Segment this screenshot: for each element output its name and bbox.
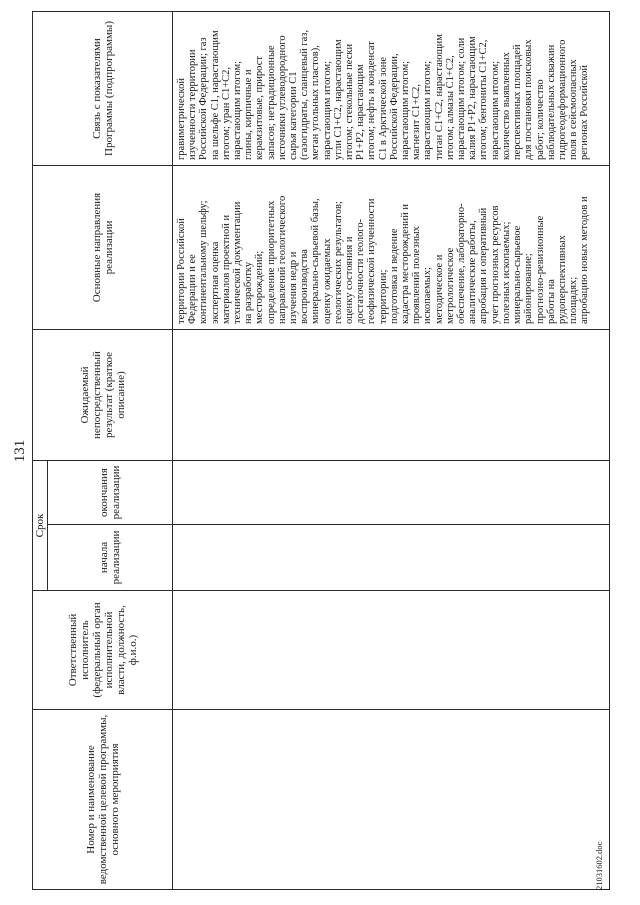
text-line: итогом; уран С1+С2, — [220, 66, 232, 160]
text-line: кадастра месторождений и — [400, 203, 412, 324]
text-line: С1 в Арктической зоне — [377, 56, 389, 160]
program-table — [32, 11, 610, 890]
text-line: угли С1+С2, нарастающим — [332, 39, 344, 160]
text-line: на шельфе С1, нарастающим — [209, 30, 221, 160]
cell-term-end — [173, 461, 610, 525]
text-line: магнезит С1+С2, — [411, 84, 423, 160]
text-line: метрологическое — [444, 247, 456, 324]
text-line: минерально-сырьевой базы, — [310, 198, 322, 324]
text-line: итогом; стекольные пески — [344, 43, 356, 160]
text-line: геофизической изученности — [366, 198, 378, 324]
text-line: изученности территории — [187, 49, 199, 160]
text-line: континентальному шельфу; — [198, 200, 210, 324]
text-line: месторождений; — [254, 250, 266, 324]
text-line: геологических результатов; — [332, 201, 344, 324]
text-line: ископаемых; — [422, 267, 434, 324]
text-line: наблюдательных скважин — [545, 44, 557, 160]
text-line: оценку состояния и — [344, 236, 356, 324]
text-line: нарастающим итогом; — [400, 60, 412, 160]
text-line: изучения недр и — [288, 251, 300, 324]
text-line: Федерации и ее — [187, 254, 199, 324]
text-line: регионах Российской — [579, 65, 591, 160]
text-line: количество выявленных — [500, 52, 512, 160]
text-line: прогнозно-ревизионные — [534, 215, 546, 324]
text-line: итогом; нефть и конденсат — [366, 41, 378, 160]
text-line: итогом; алмазы С1+С2, — [444, 55, 456, 160]
text-line: метан угольных пластов), — [310, 45, 322, 160]
text-line: гравиметрической — [176, 78, 187, 160]
text-line: площадях; — [568, 276, 580, 324]
text-line: гидрогеодеформационного — [556, 39, 568, 160]
text-line: апробация и оперативный — [478, 207, 490, 324]
text-line: полезных ископаемых; — [500, 221, 512, 324]
header-number-name: Номер и наименование ведомственной целевой программы, основного мероприятия — [33, 710, 173, 890]
cell-link-indicators — [173, 12, 610, 166]
text-line: нарастающим итогом; — [321, 60, 333, 160]
text-line: достаточности геолого- — [355, 218, 367, 324]
text-line: поля в сейсмоопасных — [568, 59, 580, 160]
text-line: нарастающим итогом; — [422, 60, 434, 160]
header-row-1 — [33, 12, 48, 890]
text-line: учет прогнозных ресурсов — [489, 205, 501, 324]
text-line: рудоперспективных — [556, 235, 568, 324]
page-number: 131 — [12, 439, 28, 463]
text-line: Р1+Р2, нарастающим — [355, 64, 367, 160]
cell-main-directions — [173, 166, 610, 330]
cell-expected-result — [173, 330, 610, 461]
text-line: титан С1+С2, нарастающим — [433, 34, 445, 160]
table-row — [173, 12, 610, 890]
rotated-page — [12, 12, 617, 890]
text-line: нарастающим итогом; — [489, 60, 501, 160]
cell-term-start — [173, 525, 610, 591]
text-line: (газогидраты, сланцевый газ, — [299, 29, 311, 160]
cell-number-name — [173, 710, 610, 890]
text-line: керамзитовые, прирост — [254, 56, 266, 160]
text-line: обеспечение, лабораторно- — [456, 203, 468, 324]
text-line: аналитические работы, — [467, 220, 479, 324]
text-line: районирование; — [523, 253, 535, 324]
text-line: оценку ожидаемых — [321, 238, 333, 324]
text-line: экспертная оценка — [209, 241, 221, 324]
header-expected-result: Ожидаемый непосредственный результат (краткое описание) — [33, 330, 173, 461]
text-line: территории Российской — [176, 218, 187, 324]
text-line: нарастающим итогом; соли — [456, 37, 468, 160]
text-line: запасов; нетрадиционные — [265, 45, 277, 160]
text-line: подготовка и ведение — [388, 228, 400, 324]
text-line: перспективных площадей — [512, 44, 524, 160]
text-line: сырья категории С1 — [288, 71, 300, 160]
text-line: Российской Федерации; газ — [198, 37, 210, 160]
header-term: Срок — [33, 461, 48, 591]
text-line: работ; количество — [534, 79, 546, 160]
text-line: для постановки поисковых — [523, 39, 535, 160]
text-line: апробацию новых методов и — [579, 196, 591, 324]
header-responsible: Ответственный исполнитель (федеральный орган исполнительной власти, должность, ф.и.о.) — [33, 591, 173, 710]
text-line: Российской Федерации, — [388, 53, 400, 160]
text-line: минерально-сырьевое — [512, 225, 524, 324]
text-line: определение приоритетных — [265, 200, 277, 324]
text-line: нарастающим итогом; — [232, 60, 244, 160]
text-line: проявлений полезных — [411, 226, 423, 324]
cell-responsible — [173, 591, 610, 710]
text-line: глины, кирпичные и — [243, 69, 255, 160]
text-line: калия Р1+Р2, нарастающим — [467, 36, 479, 160]
header-link-indicators: Связь с показателями Программы (подпрограммы) — [33, 12, 173, 166]
text-line: итогом; бентониты С1+С2, — [478, 39, 490, 160]
header-main-directions: Основные направления реализации — [33, 166, 173, 330]
text-line: направлений геологического — [276, 195, 288, 324]
text-line: работы на — [545, 279, 557, 324]
text-line: воспроизводства — [299, 249, 311, 324]
text-line: источники углеводородного — [276, 35, 288, 160]
header-term-end: окончания реализации — [48, 461, 173, 525]
header-term-start: начала реализации — [48, 525, 173, 591]
footer-code: 21031602.doc — [594, 841, 604, 890]
text-line: материалов проектной и — [220, 214, 232, 324]
text-line: технической документации — [232, 201, 244, 324]
text-line: на разработку — [243, 261, 255, 324]
text-line: территории; — [377, 269, 389, 324]
text-line: методическое и — [433, 254, 445, 324]
